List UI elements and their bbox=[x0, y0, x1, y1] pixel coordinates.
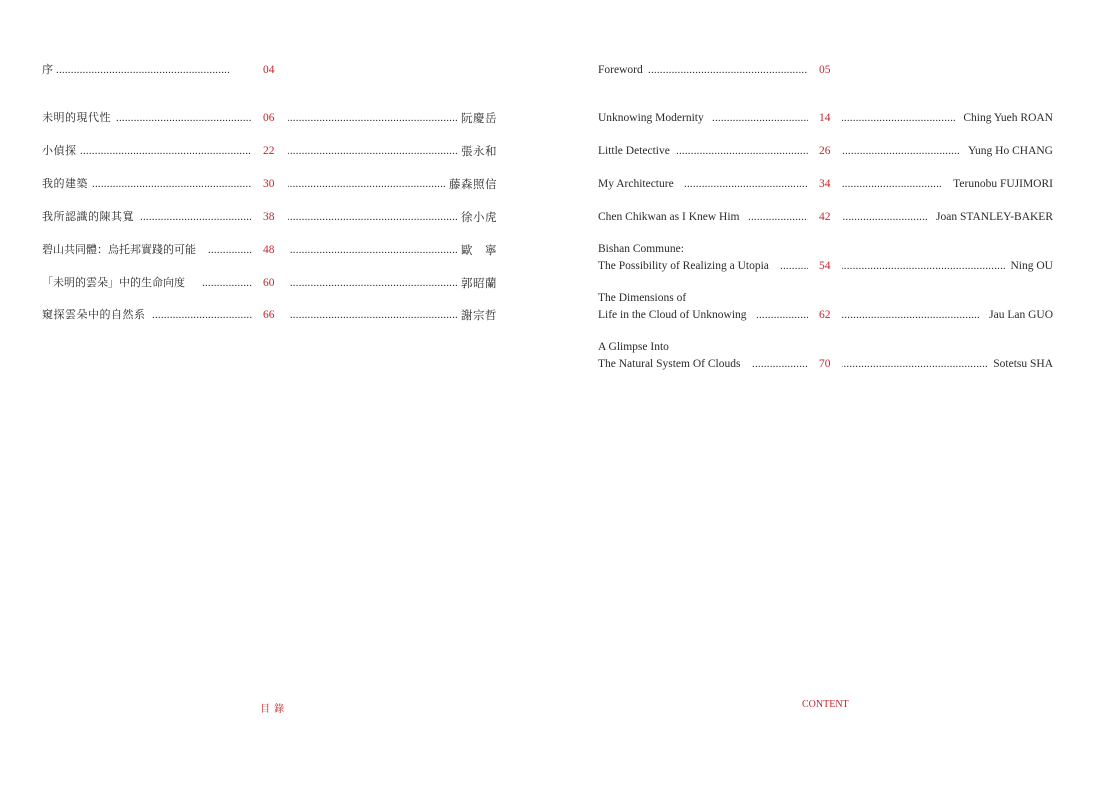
toc-title-zh-6: 「未明的雲朵」中的生命向度 bbox=[42, 276, 185, 289]
dot-leader bbox=[116, 110, 252, 126]
dot-leader bbox=[290, 242, 458, 258]
dot-leader bbox=[842, 209, 928, 225]
toc-title-zh-3: 我的建築 bbox=[42, 177, 88, 190]
toc-author-zh-2: 張永和 bbox=[461, 144, 497, 158]
toc-page-zh-2: 22 bbox=[263, 145, 275, 157]
toc-title-zh-4: 我所認識的陳其寬 bbox=[42, 210, 134, 223]
dot-leader bbox=[152, 307, 252, 323]
dot-leader bbox=[92, 176, 252, 192]
dot-leader bbox=[288, 176, 446, 192]
toc-author-en-4: Joan STANLEY-BAKER bbox=[936, 211, 1053, 223]
foreword-page: 05 bbox=[819, 64, 831, 76]
dot-leader bbox=[842, 307, 980, 323]
toc-title-en-6-line1: The Dimensions of bbox=[598, 292, 687, 304]
dot-leader bbox=[80, 143, 252, 159]
dot-leader bbox=[842, 110, 956, 126]
toc-author-en-2: Yung Ho CHANG bbox=[968, 145, 1053, 157]
dot-leader bbox=[288, 110, 458, 126]
dot-leader bbox=[842, 258, 1006, 274]
toc-author-zh-5: 歐 寧 bbox=[461, 243, 497, 257]
toc-title-zh-5: 碧山共同體：烏托邦實踐的可能 bbox=[42, 243, 196, 256]
toc-page-zh-7: 66 bbox=[263, 309, 275, 321]
toc-title-en-4: Chen Chikwan as I Knew Him bbox=[598, 211, 740, 223]
dot-leader bbox=[748, 209, 808, 225]
foreword-title: Foreword bbox=[598, 64, 643, 76]
toc-title-en-6-line2: Life in the Cloud of Unknowing bbox=[598, 309, 747, 321]
toc-title-zh-2: 小偵探 bbox=[42, 144, 77, 157]
toc-title-en-7-line2: The Natural System Of Clouds bbox=[598, 358, 741, 370]
toc-page-zh-4: 38 bbox=[263, 211, 275, 223]
dot-leader bbox=[780, 258, 808, 274]
toc-page-zh-3: 30 bbox=[263, 178, 275, 190]
toc-author-en-1: Ching Yueh ROAN bbox=[963, 112, 1053, 124]
dot-leader bbox=[56, 62, 230, 78]
toc-page-en-2: 26 bbox=[819, 145, 831, 157]
toc-page-en-1: 14 bbox=[819, 112, 831, 124]
toc-author-zh-3: 藤森照信 bbox=[449, 177, 497, 191]
toc-page-zh-5: 48 bbox=[263, 244, 275, 256]
dot-leader bbox=[842, 356, 988, 372]
toc-title-en-2: Little Detective bbox=[598, 145, 670, 157]
toc-author-en-7: Sotetsu SHA bbox=[993, 358, 1053, 370]
toc-title-zh-1: 未明的現代性 bbox=[42, 111, 111, 124]
toc-title-en-7-line1: A Glimpse Into bbox=[598, 341, 669, 353]
toc-author-zh-4: 徐小虎 bbox=[461, 210, 497, 224]
dot-leader bbox=[208, 242, 252, 258]
dot-leader bbox=[752, 356, 808, 372]
toc-author-en-6: Jau Lan GUO bbox=[989, 309, 1053, 321]
dot-leader bbox=[676, 143, 808, 159]
toc-page-en-3: 34 bbox=[819, 178, 831, 190]
footer-label-en: CONTENT bbox=[802, 699, 849, 710]
dot-leader bbox=[290, 307, 458, 323]
toc-title-en-3: My Architecture bbox=[598, 178, 674, 190]
toc-author-en-3: Terunobu FUJIMORI bbox=[953, 178, 1053, 190]
toc-page-en-7: 70 bbox=[819, 358, 831, 370]
preface-title: 序 bbox=[42, 63, 54, 76]
toc-author-zh-7: 謝宗哲 bbox=[461, 308, 497, 322]
dot-leader bbox=[712, 110, 808, 126]
toc-title-en-5-line2: The Possibility of Realizing a Utopia bbox=[598, 260, 769, 272]
dot-leader bbox=[684, 176, 808, 192]
toc-page-zh-6: 60 bbox=[263, 277, 275, 289]
dot-leader bbox=[202, 275, 252, 291]
toc-page-en-5: 54 bbox=[819, 260, 831, 272]
toc-page-en-6: 62 bbox=[819, 309, 831, 321]
toc-author-zh-1: 阮慶岳 bbox=[461, 111, 497, 125]
dot-leader bbox=[288, 209, 458, 225]
toc-author-en-5: Ning OU bbox=[1010, 260, 1053, 272]
dot-leader bbox=[842, 143, 960, 159]
footer-label-zh: 目 錄 bbox=[260, 704, 285, 715]
dot-leader bbox=[140, 209, 252, 225]
preface-page: 04 bbox=[263, 64, 275, 76]
toc-title-en-5-line1: Bishan Commune: bbox=[598, 243, 684, 255]
toc-title-zh-7: 窺探雲朵中的自然系 bbox=[42, 308, 146, 321]
toc-title-en-1: Unknowing Modernity bbox=[598, 112, 704, 124]
dot-leader bbox=[290, 275, 458, 291]
dot-leader bbox=[842, 176, 942, 192]
dot-leader bbox=[756, 307, 808, 323]
dot-leader bbox=[288, 143, 458, 159]
toc-page-zh-1: 06 bbox=[263, 112, 275, 124]
dot-leader bbox=[648, 62, 808, 78]
toc-author-zh-6: 郭昭蘭 bbox=[461, 276, 497, 290]
toc-page-en-4: 42 bbox=[819, 211, 831, 223]
